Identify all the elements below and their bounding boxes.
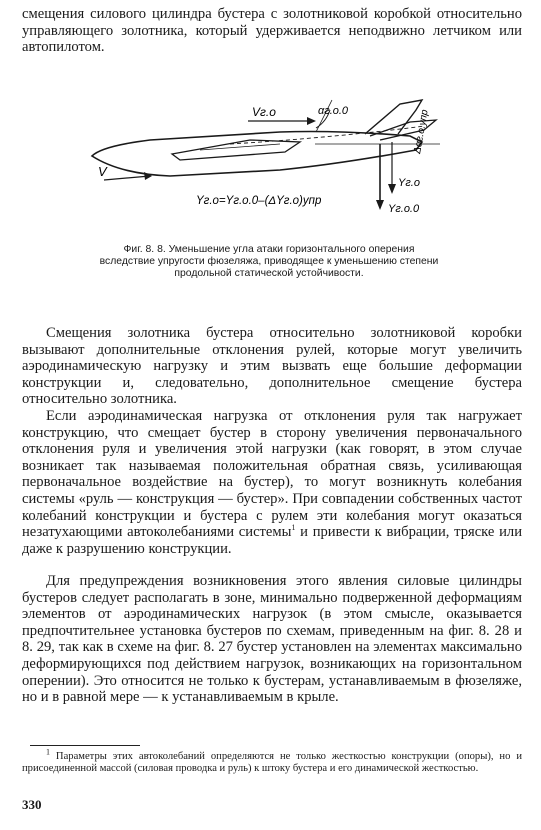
footnote-rule (30, 745, 140, 746)
footnote (22, 747, 522, 776)
vertical-tail (365, 100, 422, 134)
footnote-marker: 1 (291, 523, 296, 533)
wing (172, 140, 300, 160)
paragraph-2-part-b: и привести к вибрации, тряске или даже к разрушению конструкции. (22, 524, 523, 557)
label-v: V (98, 164, 107, 179)
label-v-go: Vг.о (252, 105, 276, 119)
paragraph-3: Для предупреждения возникновения этого явления силовые цилиндры бустеров следует располагать в зоне, минимально подверженной деформациям элементов от аэродинамических нагрузок (в этом смысле, оказывается предпочтительнее установка бустеров по схемам, приведенным на фиг. 8. 28 и 8. 29, так как в схеме на фиг. 8. 27 бустер установлен на элементах максимально деформирующихся под действием нагрузок, возникающих на горизонтальном оперении). Это относится не только к бустерам, устанавливаемым в фюзеляже, но и в равной мере — к устанавливаемым в крыле. (22, 573, 522, 706)
label-delta-alpha: Δαг.о.упр (412, 108, 431, 155)
aircraft-figure (80, 92, 480, 234)
label-alpha-go: αг.о.0 (318, 105, 349, 117)
figure-caption: Фиг. 8. 8. Уменьшение угла атаки горизонтального оперения вследствие упругости фюзеляжа, приводящее к уменьшению степени продольной статической устойчивости. (99, 244, 439, 280)
label-y-go: Yг.о (398, 177, 420, 189)
paragraph-2 (22, 408, 522, 557)
formula: Yг.о=Yг.о.0–(ΔYг.о)упр (196, 195, 322, 207)
page-number: 330 (22, 797, 42, 812)
footnote-text: Параметры этих автоколебаний определяются не только жесткостью конструкции (опоры), но и присоединенной массой (силовая проводка и руль) к штоку бустера и его динамической жесткостью. (22, 751, 522, 775)
paragraph-1: Смещения золотника бустера относительно золотниковой коробки вызывают дополнительные отклонения рулей, которые могут увеличить аэродинамическую нагрузку и этим вызвать еще большие деформации конструкции и, следовательно, дополнительное смещение бустера относительно золотника. (22, 325, 522, 408)
paragraph-2-part-a: Если аэродинамическая нагрузка от отклонения руля так нагружает конструкцию, что смещает бустер в сторону увеличения первоначального отклонения руля и увеличения этой нагрузки (как говорят, в этом случае возникает так называемая положительная обратная связь, усиливающая первоначальное воздействие на бустер), то могут возникнуть колебания системы «руль — конструкция — бустер». При совпадении собственных частот колебаний конструкции и бустера с рулем эти колебания могут оказаться незатухающими автоколебаниями системы (22, 408, 522, 541)
intro-paragraph: смещения силового цилиндра бустера с золотниковой коробкой относительно управляющего золотника, который удерживается неподвижно летчиком или автопилотом. (22, 6, 522, 56)
label-y-go0: Yг.о.0 (388, 203, 420, 215)
footnote-number: 1 (46, 747, 50, 757)
